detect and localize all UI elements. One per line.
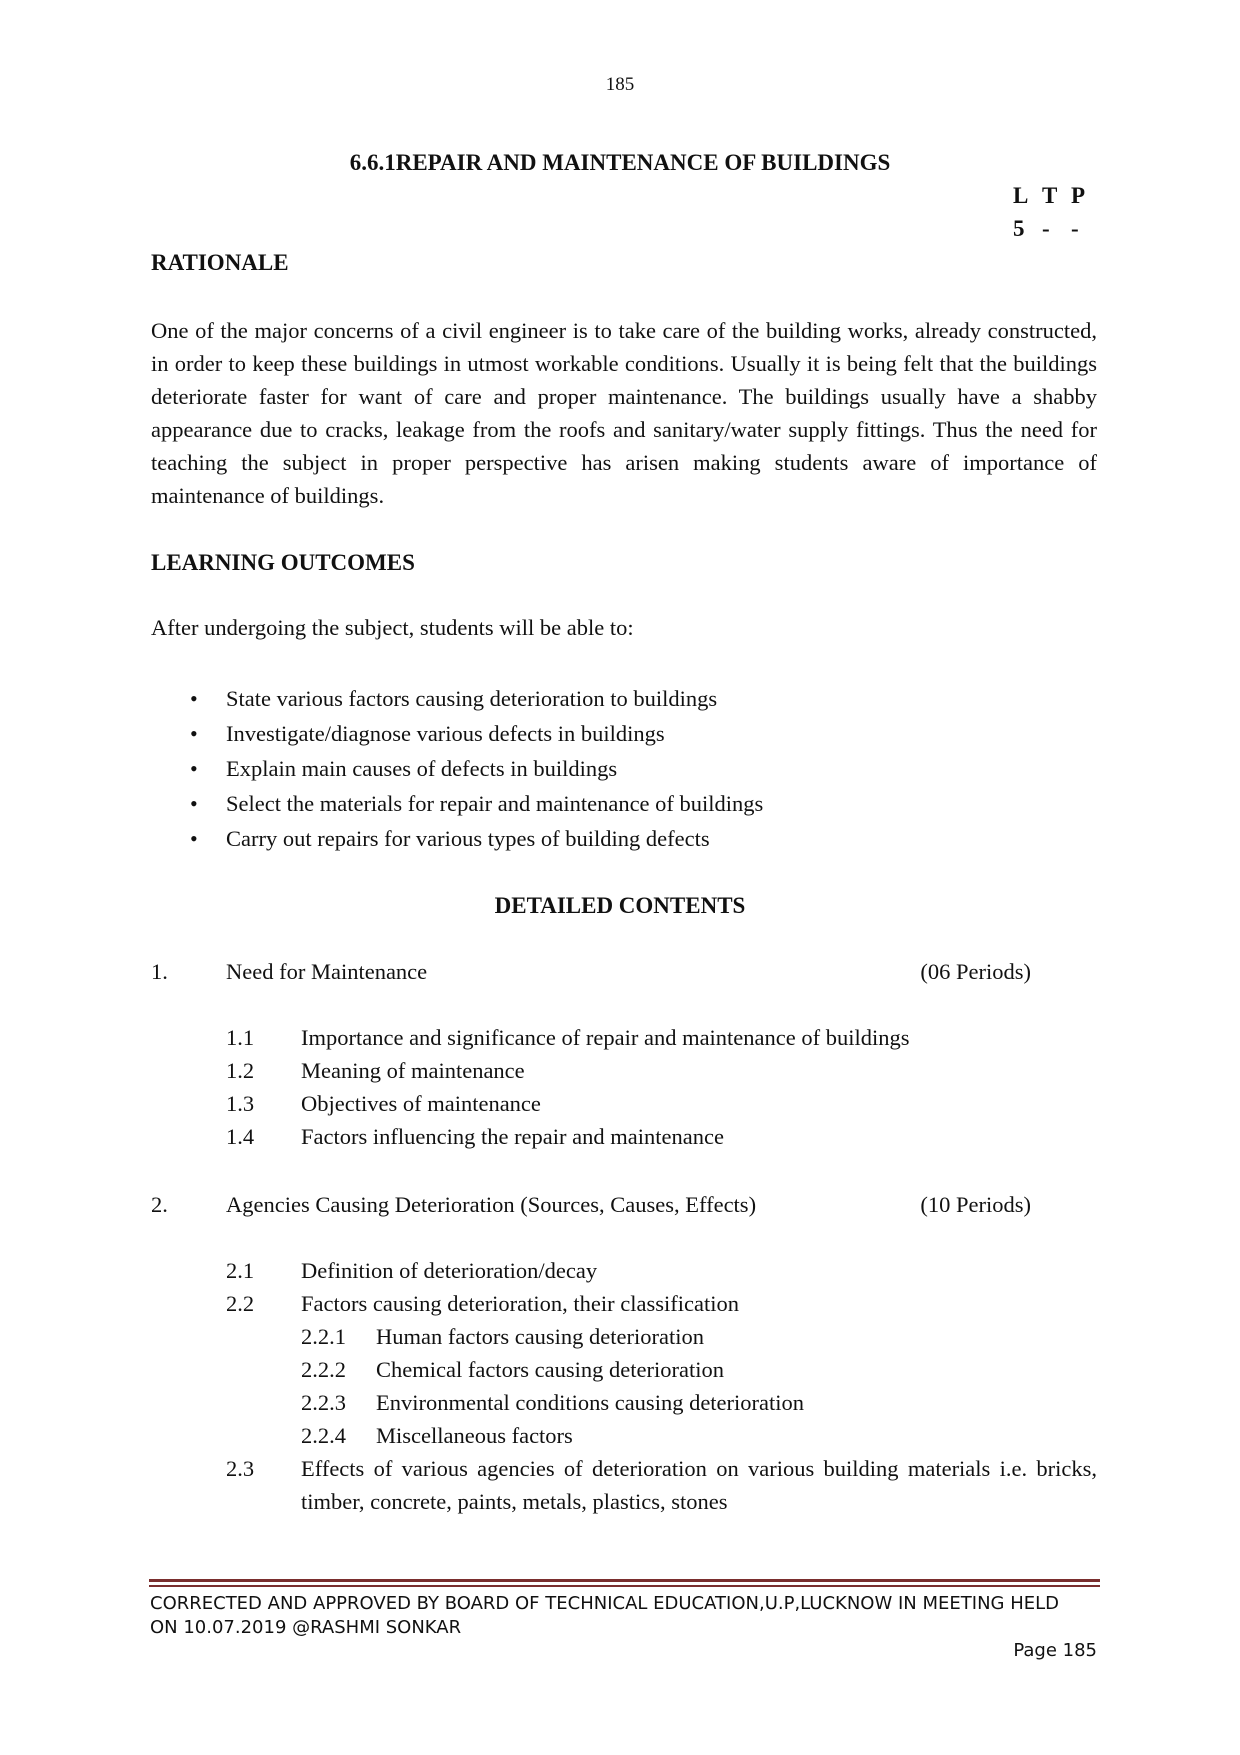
learning-outcomes-intro: After undergoing the subject, students will be able to: <box>151 615 634 640</box>
unit-number: 1. <box>151 959 168 984</box>
ltp-values <box>1013 216 1100 242</box>
unit-2-header <box>151 1188 1031 1221</box>
unit-1-header <box>151 955 1031 988</box>
ltp-l-value: 5 <box>1013 216 1025 241</box>
topic-number: 1.4 <box>226 1124 255 1149</box>
rationale-heading: RATIONALE <box>151 250 289 275</box>
topic-1-2 <box>226 1054 1026 1087</box>
topic-number: 2.2 <box>226 1291 255 1316</box>
list-item: • Carry out repairs for various types of building defects <box>190 822 763 857</box>
subtopic-number: 2.2.4 <box>301 1423 346 1448</box>
detailed-contents-heading: DETAILED CONTENTS <box>494 893 746 918</box>
subtopic-2-2-1 <box>301 1320 1061 1353</box>
unit-number: 2. <box>151 1192 168 1217</box>
topic-number: 2.1 <box>226 1258 255 1283</box>
topic-number: 2.3 <box>226 1456 255 1481</box>
footer-approval <box>150 1592 1100 1640</box>
topic-1-4 <box>226 1120 1026 1153</box>
unit-title: Need for Maintenance <box>226 959 428 984</box>
list-item: • Select the materials for repair and maintenance of buildings <box>190 787 763 822</box>
footer-rule-thin <box>149 1585 1100 1587</box>
page-title: 6.6.1REPAIR AND MAINTENANCE OF BUILDINGS <box>349 150 891 175</box>
topic-text: Effects of various agencies of deterioration on various building materials i.e. bricks, timber, concrete, paints, metals, plastics, stones <box>301 1456 1097 1514</box>
unit-periods: (10 Periods) <box>920 1192 1031 1217</box>
learning-outcomes-heading: LEARNING OUTCOMES <box>151 550 415 575</box>
unit-periods: (06 Periods) <box>920 959 1031 984</box>
topic-number: 1.3 <box>226 1091 255 1116</box>
subtopic-2-2-2 <box>301 1353 1061 1386</box>
subtopic-2-2-3 <box>301 1386 1061 1419</box>
ltp-t: T <box>1042 183 1058 208</box>
topic-text: Definition of deterioration/decay <box>301 1258 598 1283</box>
subtopic-text: Human factors causing deterioration <box>376 1324 705 1349</box>
subtopic-text: Environmental conditions causing deterioration <box>376 1390 805 1415</box>
ltp-l: L <box>1013 183 1029 208</box>
subtopic-2-2-4 <box>301 1419 1061 1452</box>
subtopic-text: Miscellaneous factors <box>376 1423 573 1448</box>
topic-text: Importance and significance of repair and maintenance of buildings <box>301 1025 910 1050</box>
topic-number: 1.2 <box>226 1058 255 1083</box>
footer-rule-thick <box>149 1579 1100 1582</box>
list-item: • Explain main causes of defects in buildings <box>190 752 763 787</box>
subtopic-number: 2.2.3 <box>301 1390 346 1415</box>
rationale-paragraph: One of the major concerns of a civil engineer is to take care of the building works, already constructed, in order to keep these buildings in utmost workable conditions. Usually it is being felt that the buildings deteriorate faster for want of care and proper maintenance. The buildings usually have a shabby appearance due to cracks, leakage from the roofs and sanitary/water supply fittings. Thus the need for teaching the subject in proper perspective has arisen making students aware of importance of maintenance of buildings. <box>151 318 1097 508</box>
list-item: • State various factors causing deterioration to buildings <box>190 682 763 717</box>
ltp-header <box>1013 183 1100 209</box>
list-item: • Investigate/diagnose various defects in buildings <box>190 717 763 752</box>
footer-line-1: CORRECTED AND APPROVED BY BOARD OF TECHNICAL EDUCATION,U.P,LUCKNOW IN MEETING HELD <box>150 1593 1059 1614</box>
topic-1-1 <box>226 1021 1026 1054</box>
topic-2-1 <box>226 1254 1026 1287</box>
subtopic-number: 2.2.1 <box>301 1324 346 1349</box>
topic-text: Objectives of maintenance <box>301 1091 541 1116</box>
footer-page-number: Page 185 <box>1013 1640 1097 1661</box>
topic-2-2 <box>226 1287 1026 1320</box>
topic-text: Meaning of maintenance <box>301 1058 525 1083</box>
ltp-p: P <box>1071 183 1086 208</box>
ltp-p-value: - <box>1071 216 1079 241</box>
topic-number: 1.1 <box>226 1025 255 1050</box>
topic-1-3 <box>226 1087 1026 1120</box>
learning-outcomes-list <box>190 682 763 857</box>
rationale-text <box>151 314 1097 512</box>
page-number-top: 185 <box>605 74 635 95</box>
subtopic-number: 2.2.2 <box>301 1357 346 1382</box>
topic-text: Factors influencing the repair and maintenance <box>301 1124 724 1149</box>
subtopic-text: Chemical factors causing deterioration <box>376 1357 724 1382</box>
unit-title: Agencies Causing Deterioration (Sources, Causes, Effects) <box>226 1192 757 1217</box>
topic-text: Factors causing deterioration, their classification <box>301 1291 739 1316</box>
ltp-t-value: - <box>1042 216 1050 241</box>
footer-line-2: ON 10.07.2019 @RASHMI SONKAR <box>150 1617 462 1638</box>
